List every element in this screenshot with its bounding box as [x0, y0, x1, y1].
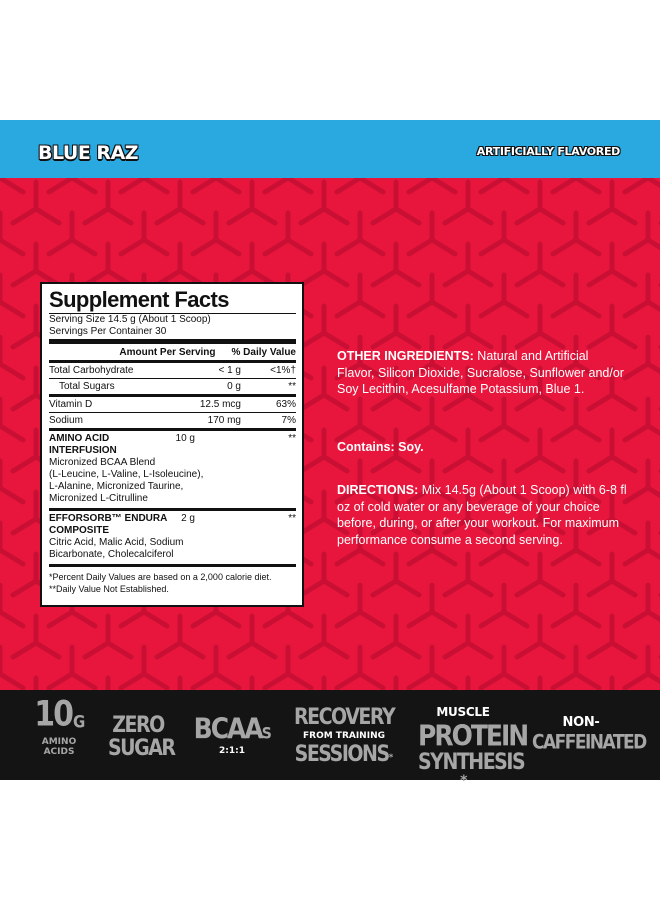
nutrient-dv: 63%	[275, 399, 296, 410]
contains-statement	[337, 439, 627, 456]
directions	[337, 482, 627, 548]
nutrient-dv: 7%	[281, 415, 296, 426]
facts-footnote: *Percent Daily Values are based on a 2,000 calorie diet.	[49, 572, 272, 582]
claim-bcaas	[193, 711, 271, 756]
nutrient-dv: <1%†	[270, 365, 296, 376]
other-ingredients	[337, 348, 627, 398]
nutrient-amount: < 1 g	[218, 365, 241, 376]
facts-row	[49, 363, 296, 379]
flavor-note: ARTIFICIALLY FLAVORED	[476, 145, 620, 158]
blend-ingredient: L-Alanine, Micronized Taurine,	[49, 481, 184, 492]
recovery-line1: RECOVERY	[294, 704, 395, 730]
mps-line2: PROTEIN	[418, 718, 528, 753]
blend-efforsorb	[49, 511, 296, 567]
claim-zero-sugar	[108, 712, 175, 761]
facts-row	[49, 379, 296, 397]
bcaa-main: BCAA	[193, 711, 262, 746]
facts-row	[49, 397, 296, 413]
claim-amino-acids	[34, 694, 84, 757]
claim-recovery	[294, 704, 395, 767]
amino-line2: ACIDS	[43, 747, 75, 757]
recovery-line3: SESSIONS	[294, 741, 389, 767]
nutrient-name: Total Sugars	[59, 381, 115, 392]
blend-ingredient: Micronized BCAA Blend	[49, 457, 156, 468]
other-ingredients-label: OTHER INGREDIENTS:	[337, 349, 474, 363]
bcaa-s: S	[261, 724, 271, 744]
mps-line3: SYNTHESIS	[418, 749, 525, 775]
mps-line1: MUSCLE	[436, 705, 490, 719]
claim-non-caffeinated	[532, 715, 646, 755]
blend-header	[49, 433, 296, 445]
nutrient-name: Total Carbohydrate	[49, 365, 134, 376]
directions-label: DIRECTIONS:	[337, 483, 419, 497]
amino-unit: G	[72, 711, 84, 733]
nutrient-name: Sodium	[49, 415, 83, 426]
noncaf-line1: NON-	[562, 715, 600, 730]
blend-ingredient: Citric Acid, Malic Acid, Sodium	[49, 537, 184, 548]
blend-amount: 2 g	[181, 513, 195, 524]
recovery-mark: *	[388, 753, 394, 763]
nutrient-dv: **	[288, 381, 296, 392]
facts-footnote: **Daily Value Not Established.	[49, 584, 169, 594]
blend-dv: **	[288, 513, 296, 524]
flavor-name: BLUE RAZ	[38, 142, 139, 164]
amino-number: 10	[34, 694, 72, 735]
blend-name-line2: INTERFUSION	[49, 445, 117, 456]
recovery-line2: FROM TRAINING	[302, 731, 385, 741]
blend-amount: 10 g	[175, 433, 195, 444]
facts-title: Supplement Facts	[49, 288, 296, 314]
blend-dv: **	[288, 433, 296, 444]
amino-line1: AMINO	[41, 737, 77, 747]
directions-text: Mix 14.5g (About 1 Scoop) with 6-8 fl oz of cold water or any beverage of your choice before, during, or after your workout. For maximum performance consume a second serving.	[337, 483, 627, 547]
noncaf-line2: CAFFEINATED	[532, 731, 646, 755]
nutrient-amount: 12.5 mcg	[199, 399, 241, 410]
nutrient-amount: 0 g	[227, 381, 241, 392]
other-ingredients-text: Natural and Artificial Flavor, Silicon Dioxide, Sucralose, Sunflower and/or Soy Lecithin, Acesulfame Potassium, Blue 1.	[337, 349, 624, 396]
blend-name: AMINO ACID	[49, 433, 110, 444]
col-amount: Amount Per Serving	[119, 347, 216, 358]
blend-name: EFFORSORB™ ENDURA	[49, 513, 168, 524]
zero-line1: ZERO	[112, 712, 164, 738]
facts-header-row	[49, 344, 296, 363]
blend-ingredient: Micronized L-Citrulline	[49, 493, 148, 504]
zero-line2: SUGAR	[108, 735, 175, 761]
facts-row	[49, 413, 296, 431]
supplement-facts-panel	[40, 282, 304, 607]
bcaa-ratio: 2:1:1	[219, 746, 245, 756]
serving-size: Serving Size 14.5 g (About 1 Scoop)	[49, 314, 211, 325]
claim-muscle-protein-synthesis	[418, 705, 528, 789]
nutrient-amount: 170 mg	[207, 415, 241, 426]
mps-mark: *	[460, 773, 466, 789]
blend-amino-acid	[49, 431, 296, 511]
servings-per-container: Servings Per Container 30	[49, 326, 167, 337]
blend-header	[49, 513, 296, 525]
col-daily-value: % Daily Value	[231, 347, 296, 358]
blend-name-line2: COMPOSITE	[49, 525, 110, 536]
nutrient-name: Vitamin D	[49, 399, 93, 410]
blend-ingredient: (L-Leucine, L-Valine, L-Isoleucine),	[49, 469, 204, 480]
blend-ingredient: Bicarbonate, Cholecalciferol	[49, 549, 174, 560]
contains-text: Contains: Soy.	[337, 440, 424, 454]
